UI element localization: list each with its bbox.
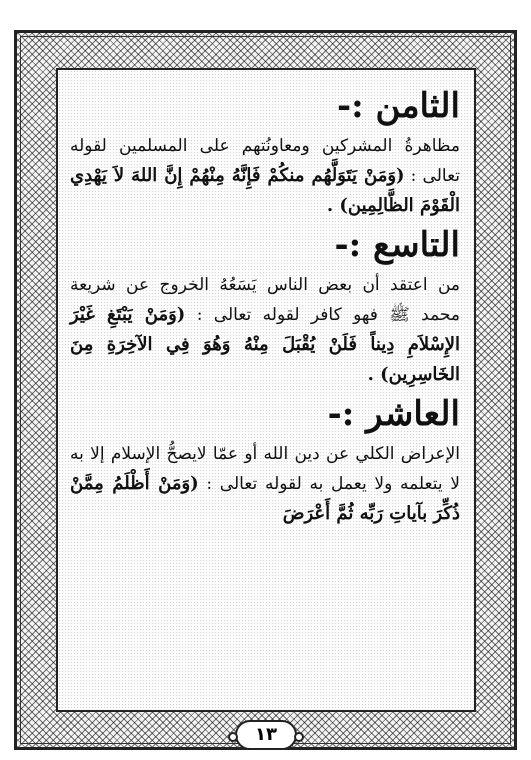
section-text: الإعراض الكلي عن دين الله أو عمّا لايصحُّ الإسلام إلا به لا يتعلمه ولا يعمل به لقوله تعالى : bbox=[70, 444, 460, 494]
quran-verse: (وَمَنْ يَتَوَلَّهُم منكُمْ فَإِنَّهُ مِنْهُمْ إِنَّ اللهَ لاَ يَهْدِي الْقَوْمَ الظَّالِمِين) . bbox=[70, 165, 460, 216]
section-text: من اعتقد أن بعض الناس يَسَعُهُ الخروج عن شريعة محمد ﷺ فهو كافر لقوله تعالى : bbox=[70, 275, 460, 325]
section-text: مظاهرةُ المشركين ومعاونُتهم على المسلمين لقوله تعالى : bbox=[70, 136, 461, 186]
quran-verse: (وَمَنْ يَبْتَغِ غَيْرَ الإِسْلاَمِ دِيناً فَلَنْ يُقْبَلَ مِنْهُ وَهُوَ فِي الآخِرَةِ مِنَ الخَاسِرِين) . bbox=[70, 304, 460, 385]
section-body-tenth bbox=[70, 440, 460, 529]
section-heading-tenth: العاشر :- bbox=[327, 394, 460, 434]
section-body-ninth bbox=[70, 271, 460, 390]
section-heading-eighth: الثامن :- bbox=[336, 86, 460, 126]
section-heading-ninth: التاسع :- bbox=[334, 225, 460, 265]
page-content bbox=[70, 82, 460, 702]
page-number: ١٣ bbox=[235, 720, 297, 750]
quran-verse: (وَمَنْ أَظْلَمُ مِمَّنْ ذُكِّرَ بآياتِ رَبِّه ثُمَّ أَعْرَضَ bbox=[70, 473, 460, 524]
section-body-eighth bbox=[70, 132, 460, 221]
